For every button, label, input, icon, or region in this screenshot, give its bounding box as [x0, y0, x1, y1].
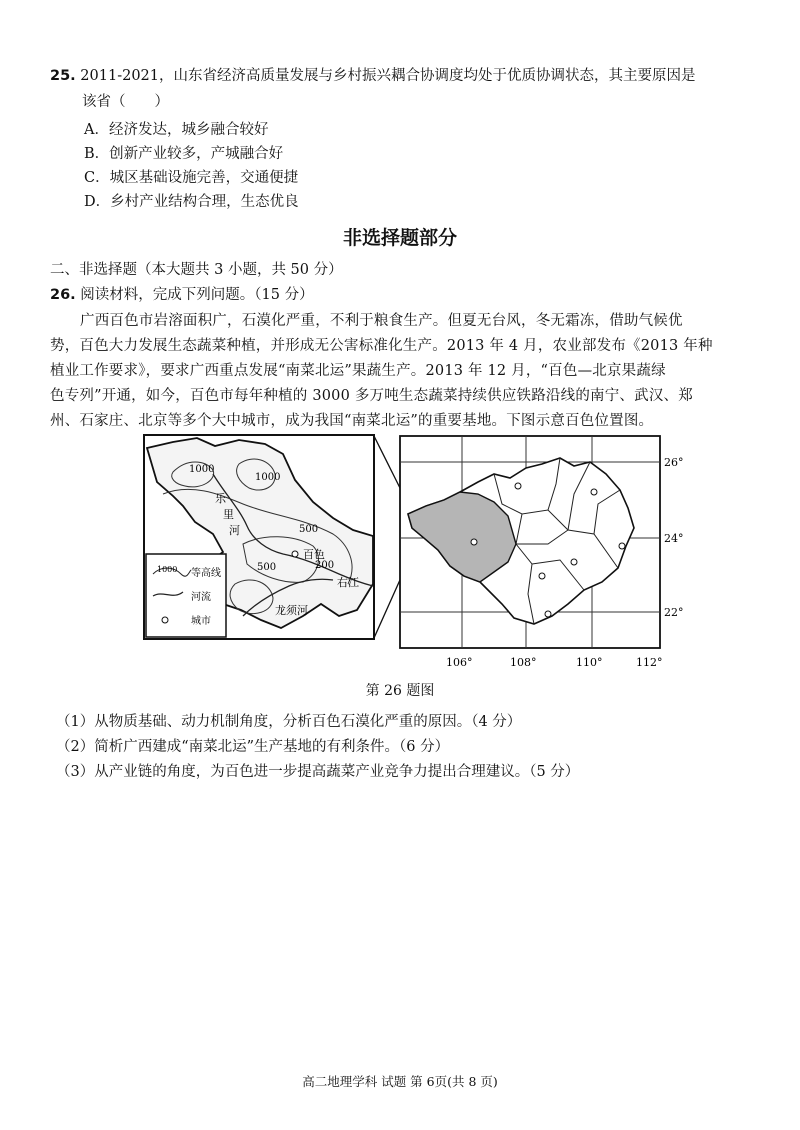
q26-subquestion-3: （3）从产业链的角度，为百色进一步提高蔬菜产业竞争力提出合理建议。（5 分） [56, 764, 580, 780]
legend-river-label: 河流 [191, 592, 211, 603]
contour-label: 200 [315, 560, 335, 571]
q25-option-b: B．创新产业较多，产城融合好 [84, 146, 284, 162]
page-footer: 高二地理学科 试题 第 6页(共 8 页) [302, 1074, 498, 1089]
city-marker [471, 539, 477, 545]
contour-label: 1000 [255, 472, 281, 483]
city-marker [515, 483, 521, 489]
longitude-label: 110° [576, 656, 603, 669]
q26-number: 26. [50, 287, 76, 303]
legend-city-symbol [162, 617, 168, 623]
legend-contour-label: 等高线 [191, 568, 221, 579]
contour-label: 1000 [189, 464, 215, 475]
baise-city-marker [292, 551, 298, 557]
q25-line1 [50, 66, 696, 86]
longitude-label: 108° [510, 656, 537, 669]
latitude-label: 26° [664, 456, 684, 469]
river-label-li: 里 [223, 508, 234, 521]
figure-caption: 第 26 题图 [365, 683, 435, 699]
river-label-le: 乐 [215, 492, 226, 505]
city-marker [571, 559, 577, 565]
city-marker [591, 489, 597, 495]
legend-contour-value: 1000 [157, 565, 178, 574]
baise-detail-map [143, 434, 375, 640]
longitude-label: 112° [636, 656, 663, 669]
legend-city-label: 城市 [191, 616, 211, 627]
section-title: 非选择题部分 [342, 227, 457, 249]
q26-para-line: 色专列”开通，如今，百色市每年种植的 3000 多万吨生态蔬菜持续供应铁路沿线的南宁、武汉、郑 [50, 388, 693, 404]
q26-para-line: 植业工作要求》，要求广西重点发展“南菜北运”果蔬生产。2013 年 12 月，“百色—北京果蔬绿 [50, 363, 666, 379]
q25-option-c: C．城区基础设施完善，交通便捷 [84, 170, 299, 186]
q25-option-d: D．乡村产业结构合理，生态优良 [84, 194, 299, 210]
contour-label: 500 [257, 562, 277, 573]
q25-number: 25. [50, 68, 76, 84]
guangxi-location-map [398, 434, 684, 674]
q25-stem-continued: 该省（ ） [82, 94, 169, 110]
river-label-he: 河 [229, 524, 240, 537]
city-marker [545, 611, 551, 617]
q26-intro-text: 阅读材料，完成下列问题。（15 分） [80, 287, 314, 303]
q26-para-line: 州、石家庄、北京等多个大中城市，成为我国“南菜北运”的重要基地。下图示意百色位置图。 [50, 413, 654, 429]
q26-subquestion-1: （1）从物质基础、动力机制角度，分析百色石漠化严重的原因。（4 分） [56, 714, 522, 730]
contour-label: 500 [299, 524, 319, 535]
city-marker [619, 543, 625, 549]
q26-para-line: 势，百色大力发展生态蔬菜种植，并形成无公害标准化生产。2013 年 4 月，农业部发布《2013 年种 [50, 338, 713, 354]
city-marker [539, 573, 545, 579]
q26-subquestion-2: （2）简析广西建成“南菜北运”生产基地的有利条件。（6 分） [56, 739, 450, 755]
longitude-label: 106° [446, 656, 473, 669]
city-label-baise: 百色 [303, 548, 325, 561]
river-label-longxu: 龙须河 [275, 604, 308, 617]
section-heading: 二、非选择题（本大题共 3 小题，共 50 分） [50, 262, 343, 278]
q26-para-line: 广西百色市岩溶面积广，石漠化严重，不利于粮食生产。但夏无台风，冬无霜冻，借助气候优 [80, 313, 683, 329]
q26-intro [50, 285, 314, 305]
q25-stem: 2011-2021，山东省经济高质量发展与乡村振兴耦合协调度均处于优质协调状态，其主要原因是 [80, 68, 696, 84]
q25-option-a: A．经济发达，城乡融合较好 [84, 122, 269, 138]
latitude-label: 24° [664, 532, 684, 545]
latitude-label: 22° [664, 606, 684, 619]
river-label-youjiang: 右江 [337, 576, 359, 589]
